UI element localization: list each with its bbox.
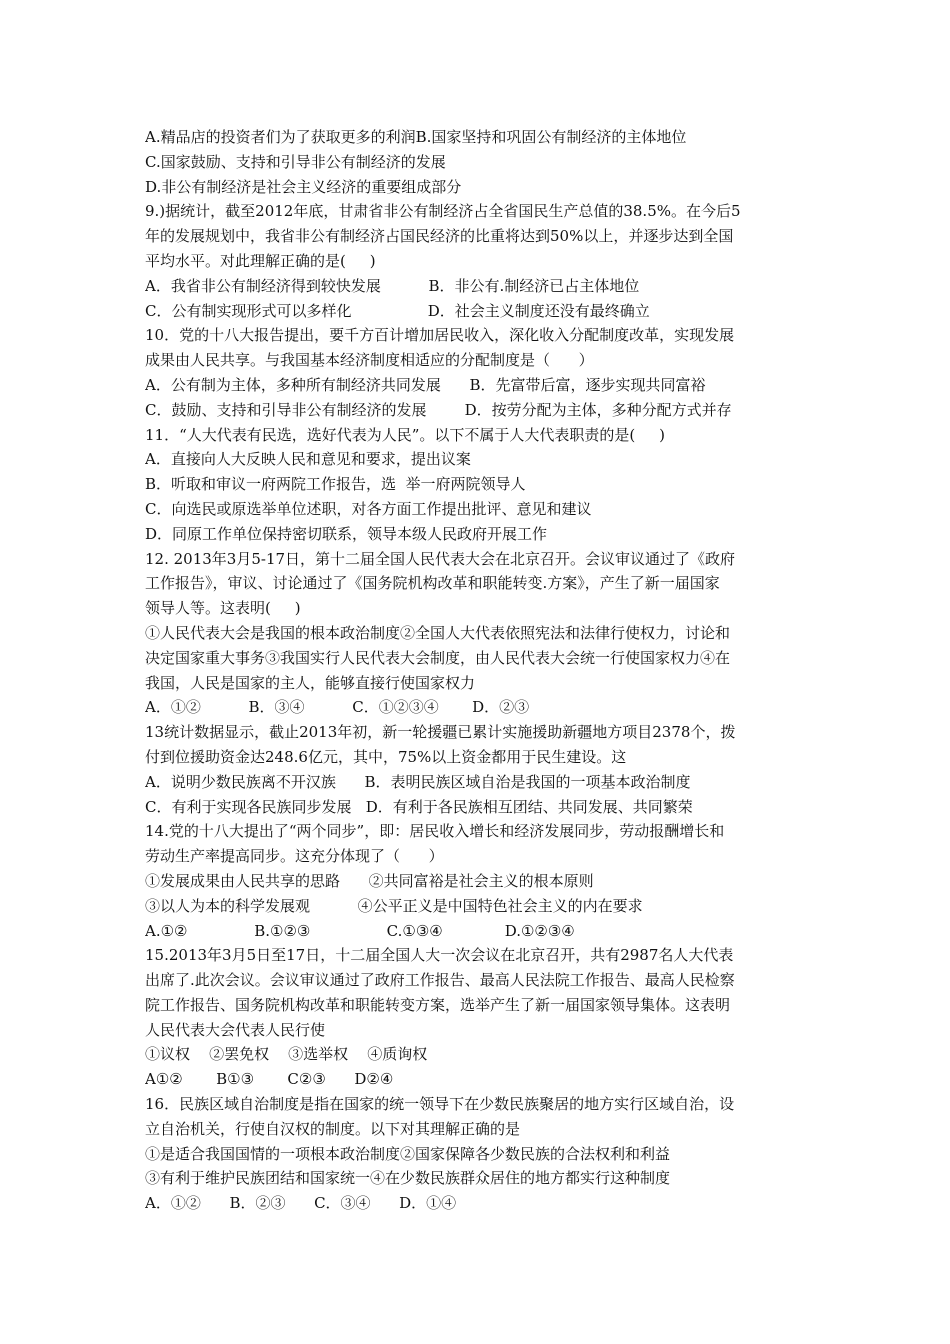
document-page	[145, 125, 835, 1216]
option-line: D．同原工作单位保持密切联系，领导本级人民政府开展工作	[145, 524, 548, 543]
text-line: ①是适合我国国情的一项根本政治制度②国家保障各少数民族的合法权利和利益	[145, 1144, 671, 1163]
text-line: 我国，人民是国家的主人，能够直接行使国家权力	[145, 673, 476, 692]
option-line: A.①② B.①②③ C.①③④ D.①②③④	[145, 921, 575, 940]
text-line: 付到位援助资金达248.6亿元，其中，75%以上资金都用于民生建设。这	[145, 747, 627, 766]
option-line: A．直接向人大反映人民和意见和要求，提出议案	[145, 450, 471, 469]
question-9-line: 9.)据统计，截至2012年底，甘肃省非公有制经济占全省国民生产总值的38.5%。在今后5	[145, 202, 741, 221]
text-line: ③以人为本的科学发展观 ④公平正义是中国特色社会主义的内在要求	[145, 896, 643, 915]
text-line: C.国家鼓励、支持和引导非公有制经济的发展	[145, 152, 446, 171]
question-11-line: 11．“人大代表有民选，选好代表为人民”。以下不属于人大代表职责的是( )	[145, 425, 665, 444]
option-line: A．①② B．②③ C．③④ D．①④	[145, 1194, 457, 1213]
question-12-line: 12. 2013年3月5-17日，第十二届全国人民代表大会在北京召开。会议审议通过了《政府	[145, 549, 736, 568]
text-line: 成果由人民共享。与我国基本经济制度相适应的分配制度是（ ）	[145, 351, 594, 370]
text-line: ③有利于维护民族团结和国家统一④在少数民族群众居住的地方都实行这种制度	[145, 1169, 671, 1188]
text-line: 领导人等。这表明( )	[145, 599, 301, 618]
option-line: B．听取和审议一府两院工作报告，选 举一府两院领导人	[145, 475, 526, 494]
text-line: D.非公有制经济是社会主义经济的重要组成部分	[145, 177, 462, 196]
option-line: A①② B①③ C②③ D②④	[145, 1070, 394, 1089]
question-15-line: 15.2013年3月5日至17日，十二届全国人大一次会议在北京召开，共有2987名人大代表	[145, 946, 734, 965]
option-line: A．说明少数民族离不开汉族 B．表明民族区域自治是我国的一项基本政治制度	[145, 772, 691, 791]
option-line: A．公有制为主体，多种所有制经济共同发展 B．先富带后富，逐步实现共同富裕	[145, 375, 706, 394]
text-line: ①人民代表大会是我国的根本政治制度②全国人大代表依照宪法和法律行使权力，讨论和	[145, 623, 731, 642]
question-13-line: 13统计数据显示，截止2013年初，新一轮援疆已累计实施援助新疆地方项目2378个，拨	[145, 723, 736, 742]
text-line: ①发展成果由人民共享的思路 ②共同富裕是社会主义的根本原则	[145, 871, 594, 890]
text-line: 工作报告》，审议、讨论通过了《国务院机构改革和职能转变.方案》，产生了新一届国家	[145, 574, 720, 593]
question-14-line: 14.党的十八大提出了“两个同步”，即：居民收入增长和经济发展同步，劳动报酬增长和	[145, 822, 725, 841]
text-line: 人民代表大会代表人民行使	[145, 1020, 326, 1039]
text-line: 决定国家重大事务③我国实行人民代表大会制度，由人民代表大会统一行使国家权力④在	[145, 648, 731, 667]
text-line: 年的发展规划中，我省非公有制经济占国民经济的比重将达到50%以上，并逐步达到全国	[145, 227, 734, 246]
question-10-line: 10．党的十八大报告提出，要千方百计增加居民收入，深化收入分配制度改革，实现发展	[145, 326, 735, 345]
text-line: 劳动生产率提高同步。这充分体现了（ ）	[145, 847, 444, 866]
option-line: C．向选民或原选举单位述职，对各方面工作提出批评、意见和建议	[145, 499, 592, 518]
text-line: 立自治机关，行使自汉权的制度。以下对其理解正确的是	[145, 1119, 521, 1138]
option-line: A．我省非公有制经济得到较快发展 B．非公有.制经济已占主体地位	[145, 276, 640, 295]
option-line: C．有利于实现各民族同步发展 D．有利于各民族相互团结、共同发展、共同繁荣	[145, 797, 693, 816]
text-line: 出席了.此次会议。会议审议通过了政府工作报告、最高人民法院工作报告、最高人民检察	[145, 971, 735, 990]
text-line: ①议权 ②罢免权 ③选举权 ④质询权	[145, 1045, 428, 1064]
text-line: 院工作报告、国务院机构改革和职能转变方案，选举产生了新一届国家领导集体。这表明	[145, 995, 731, 1014]
text-line: A.精品店的投资者们为了获取更多的利润B.国家坚持和巩固公有制经济的主体地位	[145, 128, 687, 146]
question-16-line: 16．民族区域自治制度是指在国家的统一领导下在少数民族聚居的地方实行区域自治，设	[145, 1095, 735, 1114]
text-line: 平均水平。对此理解正确的是( )	[145, 251, 376, 270]
option-line: C．公有制实现形式可以多样化 D．社会主义制度还没有最终确立	[145, 301, 650, 320]
option-line: A．①② B．③④ C．①②③④ D．②③	[145, 698, 530, 717]
option-line: C．鼓励、支持和引导非公有制经济的发展 D．按劳分配为主体，多种分配方式并存	[145, 400, 732, 419]
